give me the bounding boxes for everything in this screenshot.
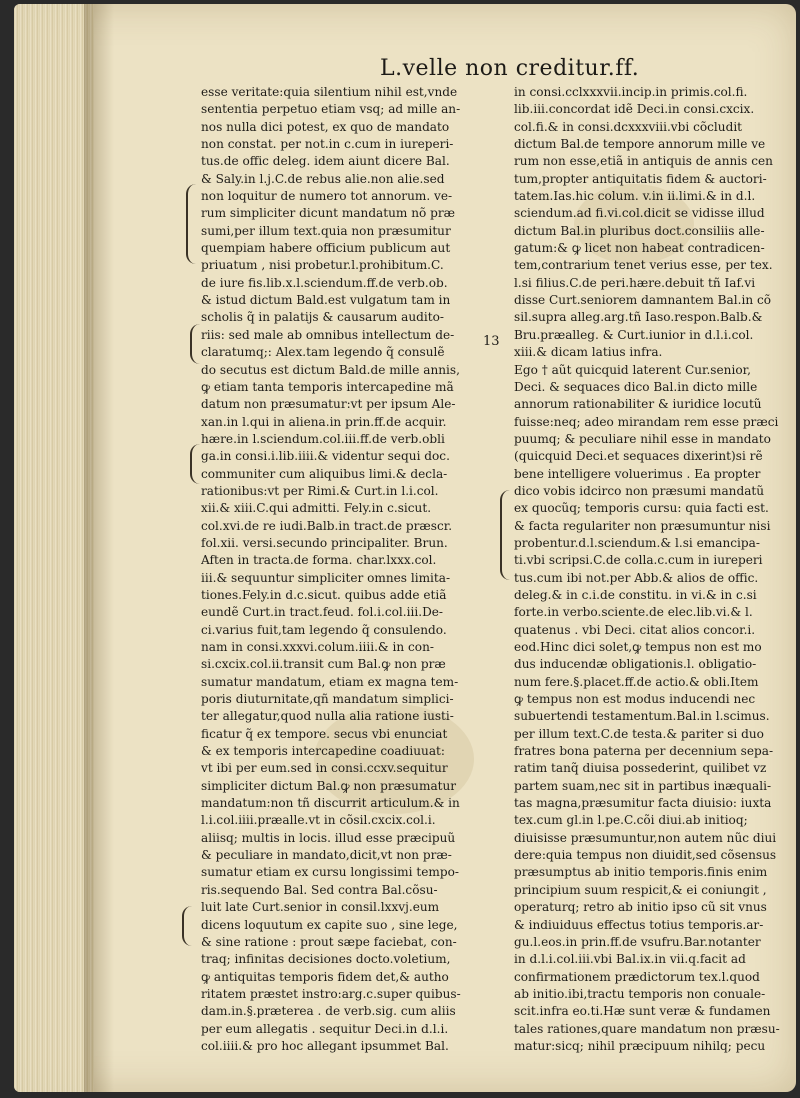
left-column-line: col.iiii.& pro hoc allegant ipsummet Bal. [201,1038,449,1053]
left-column-line: simpliciter dictum Bal.ꝙ non præsumatur [201,778,457,793]
right-column-line: xiii.& dicam latius infra. [514,345,663,360]
right-column-line: gatum:& ꝙ licet non habeat contradicen- [514,241,765,256]
right-column-line: principium suum respicit,& ei coniungit , [514,882,767,897]
left-column-line: sententia perpetuo etiam vsq; ad mille an- [201,102,461,117]
left-column-line: per eum allegatis . sequitur Deci.in d.l.i. [201,1021,449,1036]
right-column [514,84,784,1055]
right-column-line: in consi.cclxxxvii.incip.in primis.col.fi. [514,85,748,99]
right-column-line: partem suam,nec sit in partibus inæquali- [514,778,772,793]
left-column-line: ficatur q̃ ex tempore. secus vbi enunciat [201,726,448,741]
right-column-line: tem,contrarium tenet verius esse, per tex. [514,258,773,273]
left-column-line: mandatum:non tñ discurrit articulum.& in [201,796,460,811]
left-column-line: iii.& sequuntur simpliciter omnes limita- [201,570,451,585]
right-column-line: Deci. & sequaces dico Bal.in dicto mille [514,379,758,394]
left-column-line: nos nulla dici potest, ex quo de mandato [201,119,450,134]
left-column-line: hære.in l.sciendum.col.iii.ff.de verb.obli [201,431,445,446]
left-column-line: sumi,per illum text.quia non præsumitur [201,223,451,238]
right-column-line: tex.cum gl.in l.pe.C.cõi diui.ab initioq; [514,813,748,828]
left-column-line: sumatur mandatum, etiam ex magna tem- [201,674,459,689]
right-column-line: matur:sicq; nihil præcipuum nihilq; pecu [514,1038,766,1053]
right-column-line: tus.cum ibi not.per Abb.& alios de offic. [514,570,759,585]
left-column-line: dicens loquutum ex capite suo , sine lege, [201,917,458,932]
right-column-line: Bru.præalleg. & Curt.iunior in d.l.i.col. [514,327,754,342]
right-column-line: operaturq; retro ab initio ipso cũ sit vnus [514,900,767,915]
left-column-line: quempiam habere officium publicum aut [201,241,451,256]
left-column-line: eundẽ Curt.in tract.feud. fol.i.col.iii.De- [201,605,444,620]
left-column-line: tiones.Fely.in d.c.sicut. quibus adde etiã [201,587,447,602]
right-column-line: l.si filius.C.de peri.hære.debuit tñ Iaf.vi [514,275,756,290]
left-column-line: do secutus est dictum Bald.de mille annis, [201,362,460,377]
left-column-line: ꝙ antiquitas temporis fidem det,& autho [201,969,449,984]
right-column-line: ti.vbi scripsi.C.de colla.c.cum in iureperi [514,553,763,568]
right-column-line: col.fi.& in consi.dcxxxviii.vbi cõcludit [514,119,743,134]
right-column-line: lib.iii.concordat idẽ Deci.in consi.cxcix. [514,102,755,117]
left-column-line: ter allegatur,quod nulla alia ratione iusti- [201,709,454,724]
right-column-line: ratim tanq̃ diuisa possederint, quilibet vz [514,761,767,776]
right-column-line: ex quocũq; temporis cursu: quia facti est. [514,501,769,516]
left-column-line: Aften in tracta.de forma. char.lxxx.col. [201,553,437,568]
left-column-line: rum simpliciter dicunt mandatum nõ præ [201,206,456,221]
left-column-line: de iure fis.lib.x.l.sciendum.ff.de verb.ob. [201,275,448,290]
right-column-line: quatenus . vbi Deci. citat alios concor.i. [514,622,756,637]
left-column-line: & sine ratione : prout sæpe faciebat, con- [201,934,457,949]
left-column-line: vt ibi per eum.sed in consi.ccxv.sequitur [201,761,448,776]
right-column-line: sil.supra alleg.arg.tñ Iaso.respon.Balb.& [514,310,763,325]
left-column-line: rationibus:vt per Rimi.& Curt.in l.i.col. [201,483,439,498]
margin-bracket [500,490,512,580]
left-column-line: ga.in consi.i.lib.iiii.& videntur sequi doc. [201,449,450,464]
right-column-line: tas magna,præsumitur facta diuisio: iuxta [514,796,772,811]
margin-bracket [186,184,198,264]
right-column-line: annorum rationabiliter & iuridice locutũ [514,397,762,412]
right-column-line: deleg.& in c.i.de constitu. in vi.& in c.si [514,587,757,602]
running-header: L.velle non creditur.ff. [380,56,640,81]
left-column-line: ris.sequendo Bal. Sed contra Bal.cõsu- [201,882,438,897]
left-column-line: traq; infinitas decisiones docto.voletium, [201,952,451,967]
right-column-line: tales rationes,quare mandatum non præsu- [514,1021,780,1036]
left-column-line: ritatem præstet instro:arg.c.super quibus- [201,986,461,1001]
left-column-line: si.cxcix.col.ii.transit cum Bal.ꝙ non præ [201,657,446,672]
left-column-line: & ex temporis intercapedine coadiuuat: [201,744,445,759]
left-column-line: sumatur etiam ex cursu longissimi tempo- [201,865,459,880]
right-column-line: in d.l.i.col.iii.vbi Bal.ix.in vii.q.facit ad [514,952,746,967]
left-column-line: ꝙ etiam tanta temporis intercapedine mã [201,379,454,394]
left-column-line: xii.& xiii.C.qui admitti. Fely.in c.sicut. [201,501,432,516]
left-column-line: col.xvi.de re iudi.Balb.in tract.de præscr. [201,518,453,533]
right-column-line: per illum text.C.de testa.& pariter si duo [514,726,764,741]
right-column-line: subuertendi testamentum.Bal.in l.scimus. [514,709,770,724]
left-column-line: l.i.col.iiii.præalle.vt in cõsil.cxcix.col.i. [201,813,436,828]
left-column-line: priuatum , nisi probetur.l.prohibitum.C. [201,258,444,273]
right-column-line: diuisisse præsumuntur,non autem nũc diui [514,830,777,845]
right-column-line: Ego † aũt quicquid laterent Cur.senior, [514,362,751,377]
margin-bracket [190,444,202,484]
left-column-line: luit late Curt.senior in consil.lxxvj.eum [201,900,440,915]
right-column-line: scit.infra eo.ti.Hæ sunt veræ & fundamen [514,1004,771,1019]
right-column-line: eod.Hinc dici solet,ꝙ tempus non est mo [514,640,762,654]
right-column-line: dictum Bal.in pluribus doct.consiliis alle- [514,223,765,238]
left-column-line: fol.xii. versi.secundo principaliter. Brun. [201,535,448,550]
page-edges [14,4,94,1092]
right-column-line: ꝙ tempus non est modus inducendi nec [514,692,756,707]
left-column-line: tus.de offic deleg. idem aiunt dicere Bal. [201,154,450,169]
right-column-line: dico vobis idcirco non præsumi mandatũ [514,483,765,498]
left-column-line: & peculiare in mandato,dicit,vt non præ- [201,848,452,863]
left-column-line: aliisq; multis in locis. illud esse præcipuũ [201,830,456,845]
right-column-line: puumq; & peculiare nihil esse in mandato [514,431,771,446]
left-column-line: dam.in.§.præterea . de verb.sig. cum aliis [201,1004,456,1019]
right-column-line: gu.l.eos.in prin.ff.de vsufru.Bar.notanter [514,934,761,949]
left-column [201,84,486,1055]
left-column-line: riis: sed male ab omnibus intellectum de- [201,327,455,342]
left-column-line: datum non præsumatur:vt per ipsum Ale- [201,397,456,412]
right-column-line: tum,propter antiquitatis fidem & auctori- [514,171,767,186]
left-column-line: communiter cum aliquibus limi.& decla- [201,466,448,481]
left-column-line: esse veritate:quia silentium nihil est,vnde [201,85,458,99]
book-page [14,4,796,1092]
right-column-line: dus inducendæ obligationis.l. obligatio- [514,657,757,672]
right-column-line: disse Curt.seniorem damnantem Bal.in cõ [514,293,772,308]
left-column-line: xan.in l.qui in aliena.in prin.ff.de acquir. [201,414,447,429]
left-column-line: non loquitur de numero tot annorum. ve- [201,189,453,204]
right-column-line: (quicquid Deci.et sequaces dixerint)si rẽ [514,449,763,464]
left-column-line: non constat. per not.in c.cum in iureperi- [201,137,454,152]
gutter-shadow [84,4,114,1092]
right-column-line: fuisse:neq; adeo mirandam rem esse præci [514,414,779,429]
right-column-line: num fere.§.placet.ff.de actio.& obli.Item [514,674,759,689]
left-column-line: & istud dictum Bald.est vulgatum tam in [201,293,451,308]
right-column-line: probentur.d.l.sciendum.& l.si emancipa- [514,535,760,550]
right-column-line: fratres bona paterna per decennium sepa- [514,744,774,759]
left-column-line: nam in consi.xxxvi.colum.iiii.& in con- [201,640,434,654]
left-column-line: ci.varius fuit,tam legendo q̃ consulendo. [201,622,447,637]
left-column-line: poris diuturnitate,qñ mandatum simplici- [201,692,454,707]
right-column-line: sciendum.ad fi.vi.col.dicit se vidisse illud [514,206,765,221]
left-column-line: claratumq;: Alex.tam legendo q̃ consulẽ [201,345,445,360]
marginal-number: 13 [483,334,500,349]
margin-bracket [182,906,194,946]
right-column-line: tatem.Ias.hic colum. v.in ii.limi.& in d.l. [514,189,756,204]
right-column-line: dere:quia tempus non diuidit,sed cõsensus [514,848,777,863]
left-column-line: scholis q̃ in palatijs & causarum audito- [201,310,444,325]
right-column-line: & facta regulariter non præsumuntur nisi [514,518,771,533]
right-column-line: dictum Bal.de tempore annorum mille ve [514,137,766,152]
left-column-line: & Saly.in l.j.C.de rebus alie.non alie.sed [201,171,445,186]
right-column-line: ab initio.ibi,tractu temporis non conuale- [514,986,766,1001]
right-column-line: rum non esse,etiã in antiquis de annis cen [514,154,773,169]
right-column-line: & indiuiduus effectus totius temporis.ar- [514,917,764,932]
right-column-line: forte.in verbo.sciente.de elec.lib.vi.& l. [514,605,753,620]
margin-bracket [190,324,202,364]
right-column-line: præsumptus ab initio temporis.finis enim [514,865,768,880]
right-column-line: bene intelligere voluerimus . Ea propter [514,466,761,481]
right-column-line: confirmationem prædictorum tex.l.quod [514,969,760,984]
